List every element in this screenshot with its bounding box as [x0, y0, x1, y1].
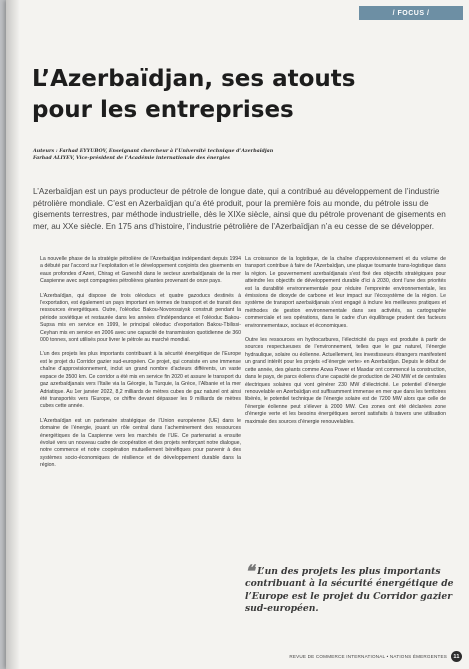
page-number: 11	[451, 651, 462, 662]
article-title	[32, 64, 452, 126]
body-paragraph: L’Azerbaïdjan, qui dispose de trois oléoducs et quatre gazoducs destinés à l’exportation, est également un pays important en termes de transport et de transit des ressources énergétiques. Outre, l’oléoduc Bakou-Novorossiysk construit pendant la période soviétique et restaurée dans les années d’indépendance et l’oléoduc Bakou-Supsa mis en service en 1999, le principal oléoduc d’exportation Bakou-Tbilissi-Ceyhan mis en service en 2006 avec une capacité de transmission quotidienne de 360 000 tonnes, sont utilisés pour livrer le pétrole au marché mondial.	[40, 292, 241, 344]
body-paragraph: La nouvelle phase de la stratégie pétrolière de l’Azerbaïdjan indépendant depuis 1994 a débuté par l’accord sur l’exploitation et le développement conjoints des gisements en eaux profondes d’Azeri, Chirag et Guneshli dans le secteur azerbaïdjanais de la mer Caspienne avec sept compagnies pétrolières géantes provenant de onze pays.	[40, 256, 241, 285]
pull-quote-text: L’un des projets les plus importants contribuant à la sécurité énergétique de l’Europe est le projet du Corridor gazier sud-européen.	[245, 566, 454, 614]
pull-quote	[245, 562, 457, 615]
publication-name: REVUE DE COMMERCE INTERNATIONAL • NATIONS ÉMERGENTES	[289, 654, 447, 659]
page-footer	[236, 651, 462, 662]
article-lead: L’Azerbaïdjan est un pays producteur de pétrole de longue date, qui a contribué au développement de l’industrie pétrolière mondiale. C’est en Azerbaïdjan qu’a été produit, pour la première fois au monde, du pétrole issu de gisements terrestres, par méthode industrielle, dès le XIXe siècle, ainsi que du pétrole provenant de gisements en mer, au XXe siècle. En 175 ans d’histoire, l’industrie pétrolière de l’Azerbaïdjan n’a eu cesse de se développer.	[33, 187, 446, 231]
author-line-2: Farhad ALIYEV, Vice-président de l’Académie internationale des énergies	[33, 155, 230, 161]
section-tag	[359, 6, 463, 20]
quote-mark-icon: ❝	[245, 562, 255, 582]
body-column-left	[40, 256, 241, 477]
author-line-1: Auteurs : Farhad EYYUBOV, Enseignant chercheur à l’Université technique d’Azerbaïdjan	[33, 148, 274, 154]
page-spine-shadow	[6, 0, 20, 669]
article-authors	[33, 148, 443, 162]
body-paragraph: L’un des projets les plus importants contribuant à la sécurité énergétique de l’Europe est le projet du Corridor gazier sud-européen. Ce projet, qui consiste en une immense chaîne d’approvisionnement, inclut un grand nombre d’acteurs différents, un vaste espace de 3500 km. Ce corridor a été mis en service fin 2020 et assure le transport du gaz azerbaïdjanais vers l’Italie via la Géorgie, la Turquie, la Grèce, l’Albanie et la mer Adriatique. Au 1er janvier 2022, 8,2 milliards de mètres cubes de gaz naturel ont ainsi été transportés vers l’Europe, ce chiffre devant dépasser les 9 milliards de mètres cubes cette année.	[40, 351, 241, 410]
title-line-1: L’Azerbaïdjan, ses atouts	[32, 66, 356, 92]
body-paragraph: La croissance de la logistique, de la chaîne d’approvisionnement et du volume de transport contribue à faire de l’Azerbaïdjan, une plaque tournante trans-logistique dans la région. Le gouvernement azerbaïdjanais s’est fixé des objectifs stratégiques pour atteindre les objectifs de développement durable d’ici à 2030, dont l’une des priorités est la durabilité environnementale pour réduire l’empreinte environnementale, les émissions de dioxyde de carbone et leur impact sur l’écosystème de la région. Le système de transport azerbaïdjanais s’est engagé à inclure les meilleures pratiques et méthodes de gestion environnementale dans ses activités, sa cartographie commerciale et ses opérations, dans le cadre d’un équilibrage prudent des facteurs environnementaux, sociaux et économiques.	[245, 256, 446, 329]
body-column-right	[245, 256, 446, 433]
body-paragraph: L’Azerbaïdjan est un partenaire stratégique de l’Union européenne (UE) dans le domaine de l’énergie, jouant un rôle central dans l’acheminement des ressources énergétiques de la Caspienne vers les marchés de l’UE. Ce partenariat a ensuite évolué vers un nouveau cadre de coopération et des projets renforçant notre dialogue, notre commerce et notre coopération mutuellement bénéfiques pour parvenir à des systèmes socio-économiques de résilience et de développement durable dans la région.	[40, 417, 241, 469]
body-paragraph: Outre les ressources en hydrocarbures, l’électricité du pays est produite à partir de sources respectueuses de l’environnement, telles que le gaz naturel, l’énergie hydraulique, solaire ou éolienne. Actuellement, les investisseurs étrangers manifestent un grand intérêt pour les projets «d’énergie verte» en Azerbaïdjan. Depuis le début de cette année, des géants comme Acwa Power et Masdar ont commencé la construction, dans le pays, de parcs éoliens d’une capacité de production de 240 MW et de centrales électriques solaires qui vont générer 230 MW d’électricité. Le potentiel d’énergie renouvelable en Azerbaïdjan est suffisamment immense en mer que dans les territoires libérés, le potentiel technique de l’énergie solaire est de 7200 MW alors que celle de l’énergie éolienne peut s’élever à 2000 MW. Ces zones ont été déclarées zone d’énergie verte et les besoins énergétiques seront satisfaits à travers une utilisation maximale des sources d’énergie renouvelables.	[245, 337, 446, 425]
title-line-2: pour les entreprises	[32, 97, 294, 123]
magazine-page	[6, 0, 469, 669]
section-tag-label: / FOCUS /	[392, 9, 430, 17]
